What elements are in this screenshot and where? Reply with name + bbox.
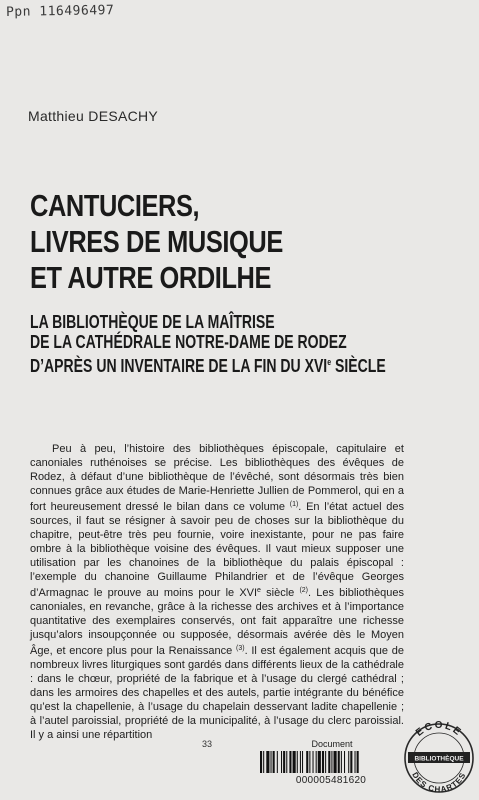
stamp-bottom-text: DES CHARTES <box>410 770 468 795</box>
svg-text:DES CHARTES <box>410 771 468 794</box>
body-segment-3: siècle <box>260 587 300 599</box>
document-label: Document <box>311 739 353 749</box>
barcode-bar <box>328 751 330 773</box>
barcode-bar <box>322 751 324 773</box>
barcode-number: 000005481620 <box>295 775 367 786</box>
barcode-bar <box>325 751 326 773</box>
stamp-middle-text: BIBLIOTHÈQUE <box>414 755 464 763</box>
barcode-bar <box>266 751 269 773</box>
barcode-bar <box>338 751 340 773</box>
barcode-bar <box>334 751 337 773</box>
barcode-bar <box>281 751 282 773</box>
subtitle-line-1: LA BIBLIOTHÈQUE DE LA MAÎTRISE <box>30 312 275 332</box>
subtitle-line-3-end: SIÈCLE <box>331 356 386 376</box>
subtitle-line-2: DE LA CATHÉDRALE NOTRE-DAME DE RODEZ <box>30 332 347 352</box>
svg-text:ECOLE <box>414 720 464 739</box>
page-number: 33 <box>202 739 213 749</box>
title-line-3: ET AUTRE ORDILHE <box>30 260 272 295</box>
barcode-bar <box>263 751 264 773</box>
barcode-bar <box>331 751 332 773</box>
title-line-1: CANTUCIERS, <box>30 188 200 223</box>
barcode-bar <box>273 751 275 773</box>
body-segment-1: Peu à peu, l’histoire des bibliothèques épiscopale, capitulaire et canoniales ruthénoises se précise. Les bibliothèques des évêques de Rodez, à défaut d’une bibliothèque de l’évêché, sont désormais très bien connues grâce aux études de Marie-Henriette Jullien de Pommerol, qui en a fort heureusement dressé le bilan dans ce volume <box>30 443 404 513</box>
title-line-2: LIVRES DE MUSIQUE <box>30 224 283 259</box>
footnote-ref-2: (2) <box>299 587 309 594</box>
body-segment-2: . En l’état actuel des sources, il faut se résigner à savoir peu de choses sur la bibliothèque du chapitre, peut-être très peu fournie, voire inexistante, pour ne pas faire ombre à la bibliothèque voisine des évêques. Il vaut mieux supposer une utilisation par les chanoines de la bibliothèque du palais épiscopal : l’exemple du chanoine Guillaume Philandrier et de l’évêque Georges d’Armagnac le prouve au moins pour le XVI <box>30 501 405 599</box>
subtitle-line-3-main: D’APRÈS UN INVENTAIRE DE LA FIN DU XVI <box>30 356 328 376</box>
body-segment-4: . Les bibliothèques canoniales, en revanche, grâce à la richesse des archives et à l’importance quantitative des exemplaires conservés, ont fait apparaître une richesse jusqu’alors insoupçonnée ou supposée, désormais avérée dès le Moyen Âge, et encore plus pour la Renaissance <box>30 587 404 657</box>
barcode-bar <box>313 751 314 773</box>
article-subtitle <box>30 312 420 376</box>
article-title <box>30 188 374 296</box>
barcode-bar <box>344 751 345 773</box>
stamp-top-text: ECOLE <box>413 719 465 739</box>
barcode-bar <box>341 751 342 773</box>
barcode-bar <box>357 751 359 773</box>
barcode-bar <box>309 751 310 773</box>
author-name: Matthieu DESACHY <box>28 108 159 124</box>
barcode-bar <box>306 751 308 773</box>
body-segment-5: . Il est également acquis que de nombreux livres liturgiques sont gardés dans différents lieux de la cathédrale : dans le chœur, propriété de la fabrique et à l’usage du clergé cathédral ; dans les armoires des chapelles et des autels, partie intégrante du bénéfice qu’est la chapellenie, à l’usage du chapelain desservant ladite chapellenie ; à l’autel paroissial, propriété de la municipalité, à l’usage du clerc paroissial. Il y a ainsi une répartition <box>30 645 405 741</box>
barcode-bar <box>283 751 285 773</box>
barcode-bar <box>300 751 301 773</box>
library-stamp <box>402 711 476 799</box>
footnote-ref-3: (3) <box>236 645 245 652</box>
barcode-bar <box>260 751 262 773</box>
barcode-bar <box>297 751 298 773</box>
barcode-bar <box>355 751 356 773</box>
body-paragraph <box>30 442 404 742</box>
barcode-bar <box>271 751 272 773</box>
footnote-ref-1: (1) <box>289 501 299 508</box>
century-superscript: e <box>257 587 261 594</box>
barcode-bar <box>350 751 352 773</box>
subtitle-superscript: e <box>327 357 332 367</box>
subtitle-line-3 <box>30 352 420 376</box>
barcode-bar <box>289 751 291 773</box>
barcode-image <box>258 751 404 773</box>
barcode-bar <box>277 751 278 773</box>
barcode-bar <box>348 751 349 773</box>
barcode-bar <box>293 751 296 773</box>
barcode-bar <box>316 751 317 773</box>
body-text <box>30 442 404 742</box>
barcode-bar <box>302 751 303 773</box>
handwritten-call-number: Ppn 116496497 <box>5 3 115 20</box>
barcode-bar <box>286 751 287 773</box>
barcode-bar <box>318 751 321 773</box>
